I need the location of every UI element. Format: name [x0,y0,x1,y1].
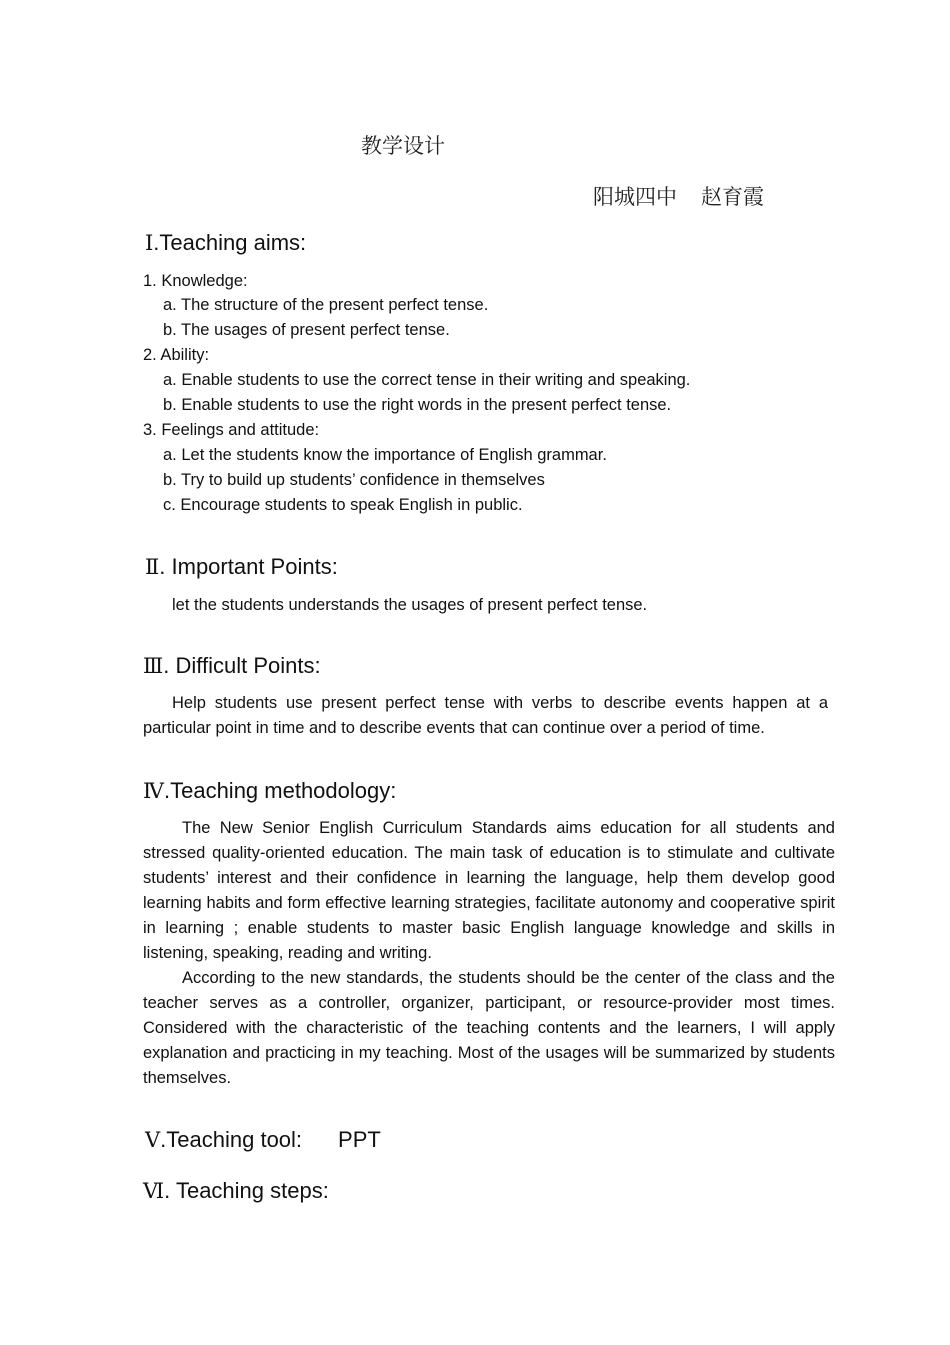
section-heading-important [145,554,338,580]
document-title: 教学设计 [361,134,445,158]
paragraph: The New Senior English Curriculum Standards aims education for all students and stressed quality-oriented education. The main task of education is to stimulate and cultivate students’ interest and their confidence in learning the language, help them develop good learning habits and form effective learning strategies, facilitate autonomy and cooperative spirit in learning ; enable students to master basic English language knowledge and skills in listening, speaking, reading and writing. [143,819,835,962]
section-heading-steps [143,1178,329,1204]
list-item: b. The usages of present perfect tense. [163,321,450,339]
section-number: Ⅲ [143,654,164,678]
aims-knowledge-label: 1. Knowledge: [143,272,248,290]
paragraph: According to the new standards, the students should be the center of the class and the teacher serves as a controller, organizer, participant, or resource-provider most times. Considered with the characteristic of the teaching contents and the learners, I will apply explanation and practicing in my teaching. Most of the usages will be summarized by students themselves. [143,969,835,1087]
list-item: b. Enable students to use the right words in the present perfect tense. [163,396,672,414]
section-heading-tool [145,1127,381,1153]
methodology-text [143,816,835,1091]
section-title: .Teaching tool: [160,1127,303,1152]
section-number: Ⅰ [145,231,154,255]
section-heading-aims [145,230,306,256]
aims-ability-label: 2. Ability: [143,346,210,364]
list-item: b. Try to build up students’ confidence in themselves [163,471,545,489]
section-number: Ⅱ [145,555,160,579]
section-heading-difficult [143,653,321,679]
important-points-text: let the students understands the usages of present perfect tense. [172,596,648,614]
section-title: . Important Points: [159,554,338,579]
list-item: a. The structure of the present perfect tense. [163,296,489,314]
section-title: . Teaching steps: [164,1178,329,1203]
section-number: Ⅵ [143,1179,165,1203]
list-item: a. Let the students know the importance of English grammar. [163,446,607,464]
author-name: 赵育霞 [701,185,764,209]
teaching-tool-value: PPT [338,1127,381,1152]
school-name: 阳城四中 [593,185,677,209]
section-heading-methodology [143,778,396,804]
section-number: Ⅴ [145,1128,161,1152]
section-title: . Difficult Points: [163,653,321,678]
list-item: a. Enable students to use the correct tense in their writing and speaking. [163,371,691,389]
author-line [593,181,764,211]
section-title: .Teaching aims: [153,230,307,255]
difficult-points-text [143,691,828,741]
section-number: Ⅳ [143,779,164,803]
section-title: .Teaching methodology: [163,778,397,803]
aims-feelings-label: 3. Feelings and attitude: [143,421,320,439]
paragraph: Help students use present perfect tense with verbs to describe events happen at a particular point in time and to describe events that can continue over a period of time. [143,694,828,737]
list-item: c. Encourage students to speak English in public. [163,496,523,514]
